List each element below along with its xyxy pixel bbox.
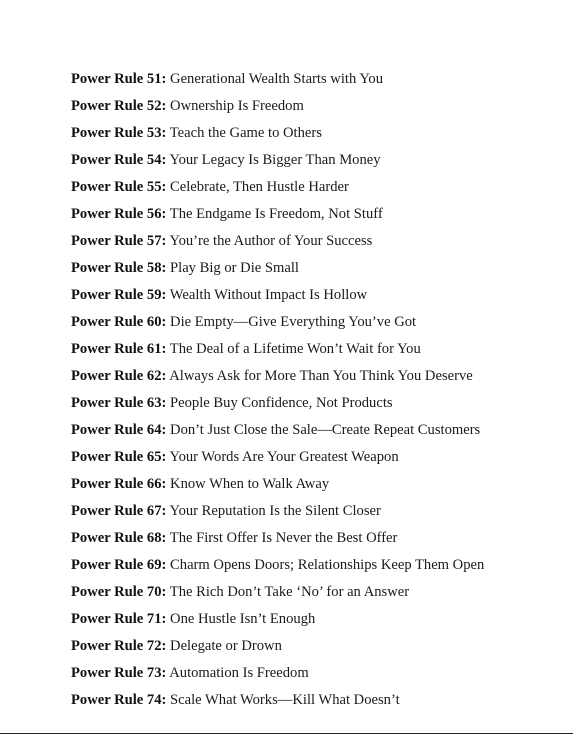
rule-label: Power Rule 60: (71, 314, 167, 330)
rule-label: Power Rule 63: (71, 395, 167, 411)
list-item-rule-64 (71, 417, 531, 444)
list-item-rule-72 (71, 633, 531, 660)
list-item-rule-70 (71, 579, 531, 606)
list-item-rule-74 (71, 687, 531, 714)
rule-text: Always Ask for More Than You Think You Deserve (166, 368, 473, 384)
rule-text: People Buy Confidence, Not Products (166, 395, 393, 411)
rule-text: Your Reputation Is the Silent Closer (166, 503, 381, 519)
list-item-rule-63 (71, 390, 531, 417)
rule-text: One Hustle Isn’t Enough (166, 611, 316, 627)
rule-label: Power Rule 61: (71, 341, 167, 357)
list-item-rule-62 (71, 363, 531, 390)
rule-label: Power Rule 56: (71, 206, 167, 222)
rule-label: Power Rule 73: (71, 665, 167, 681)
rule-text: Delegate or Drown (166, 638, 282, 654)
rule-label: Power Rule 67: (71, 503, 167, 519)
rule-text: Your Legacy Is Bigger Than Money (166, 152, 381, 168)
rule-label: Power Rule 65: (71, 449, 167, 465)
rule-text: Your Words Are Your Greatest Weapon (166, 449, 399, 465)
rule-label: Power Rule 58: (71, 260, 167, 276)
rule-text: Don’t Just Close the Sale—Create Repeat Customers (166, 422, 481, 438)
rule-label: Power Rule 53: (71, 125, 167, 141)
power-rules-list (71, 66, 531, 714)
rule-text: Celebrate, Then Hustle Harder (166, 179, 349, 195)
list-item-rule-65 (71, 444, 531, 471)
rule-label: Power Rule 74: (71, 692, 167, 708)
rule-label: Power Rule 72: (71, 638, 167, 654)
rule-label: Power Rule 64: (71, 422, 167, 438)
rule-text: The Deal of a Lifetime Won’t Wait for You (166, 341, 421, 357)
list-item-rule-73 (71, 660, 531, 687)
list-item-rule-52 (71, 93, 531, 120)
rule-label: Power Rule 66: (71, 476, 167, 492)
list-item-rule-54 (71, 147, 531, 174)
rule-text: Play Big or Die Small (166, 260, 299, 276)
rule-text: Wealth Without Impact Is Hollow (166, 287, 368, 303)
list-item-rule-66 (71, 471, 531, 498)
rule-text: Die Empty—Give Everything You’ve Got (166, 314, 417, 330)
list-item-rule-67 (71, 498, 531, 525)
list-item-rule-69 (71, 552, 531, 579)
rule-label: Power Rule 62: (71, 368, 167, 384)
list-item-rule-58 (71, 255, 531, 282)
rule-label: Power Rule 70: (71, 584, 167, 600)
list-item-rule-71 (71, 606, 531, 633)
list-item-rule-55 (71, 174, 531, 201)
rule-text: The First Offer Is Never the Best Offer (166, 530, 398, 546)
list-item-rule-68 (71, 525, 531, 552)
rule-text: Scale What Works—Kill What Doesn’t (166, 692, 400, 708)
rule-text: Ownership Is Freedom (166, 98, 304, 114)
list-item-rule-60 (71, 309, 531, 336)
rule-text: The Rich Don’t Take ‘No’ for an Answer (166, 584, 410, 600)
rule-text: The Endgame Is Freedom, Not Stuff (166, 206, 383, 222)
rule-label: Power Rule 55: (71, 179, 167, 195)
list-item-rule-61 (71, 336, 531, 363)
rule-text: Teach the Game to Others (166, 125, 322, 141)
list-item-rule-56 (71, 201, 531, 228)
rule-text: Charm Opens Doors; Relationships Keep Them Open (166, 557, 485, 573)
rule-text: Automation Is Freedom (166, 665, 309, 681)
rule-label: Power Rule 54: (71, 152, 167, 168)
list-item-rule-59 (71, 282, 531, 309)
rule-label: Power Rule 52: (71, 98, 167, 114)
rule-label: Power Rule 68: (71, 530, 167, 546)
rule-label: Power Rule 69: (71, 557, 167, 573)
list-item-rule-57 (71, 228, 531, 255)
rule-text: Know When to Walk Away (166, 476, 330, 492)
rule-label: Power Rule 71: (71, 611, 167, 627)
rule-label: Power Rule 51: (71, 71, 167, 87)
rule-text: Generational Wealth Starts with You (166, 71, 384, 87)
rule-label: Power Rule 57: (71, 233, 167, 249)
list-item-rule-51 (71, 66, 531, 93)
list-item-rule-53 (71, 120, 531, 147)
rule-text: You’re the Author of Your Success (166, 233, 373, 249)
rule-label: Power Rule 59: (71, 287, 167, 303)
